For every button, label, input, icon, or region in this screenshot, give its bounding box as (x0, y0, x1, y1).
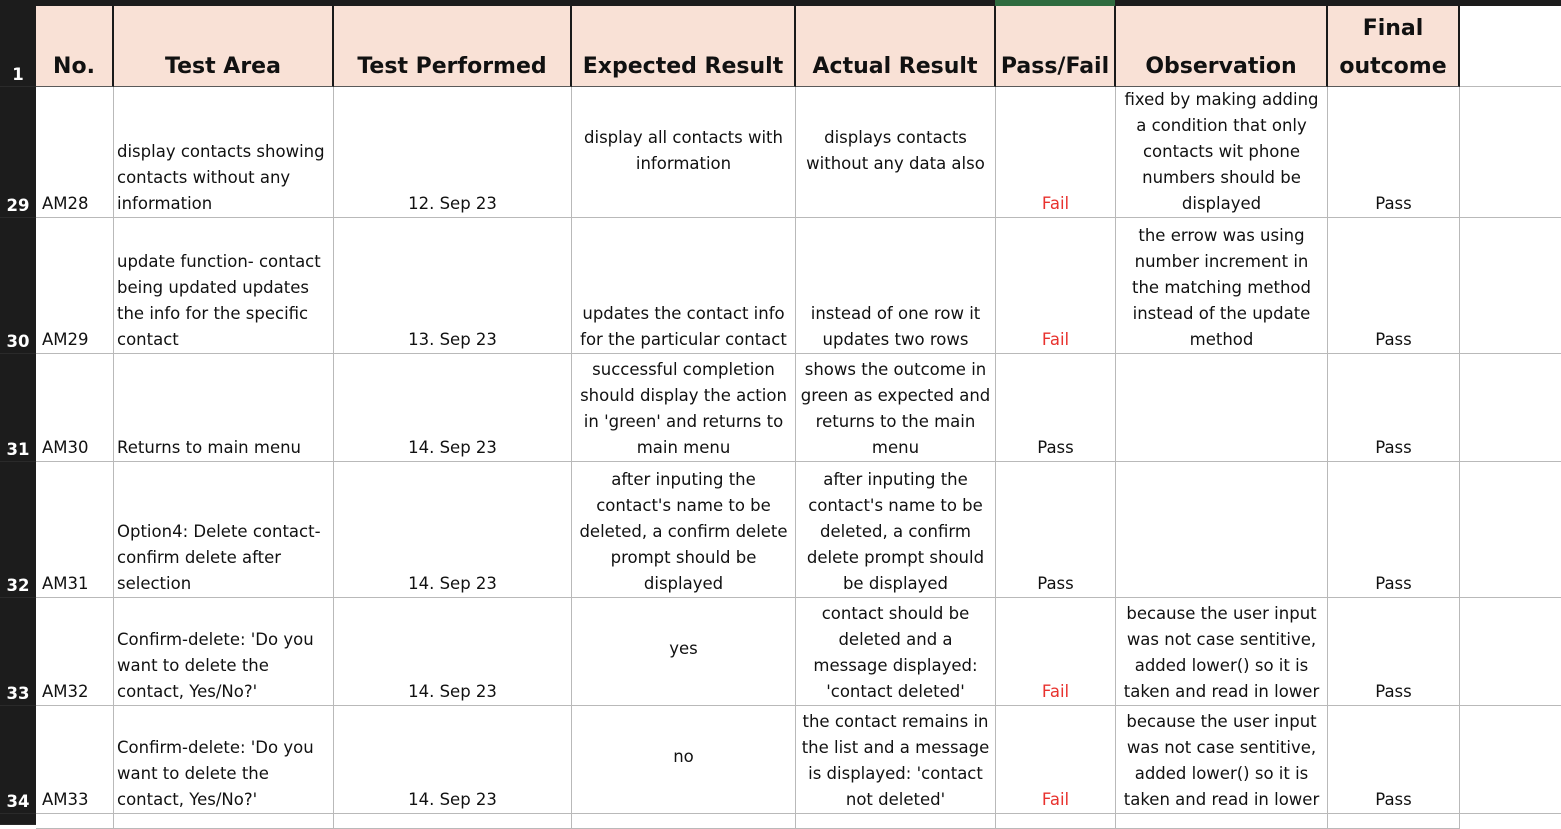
row-header-1[interactable] (0, 6, 36, 87)
row-number: 29 (6, 196, 30, 215)
cell-observation[interactable] (1116, 218, 1328, 354)
cell-test-area[interactable] (114, 598, 334, 706)
empty-cell[interactable] (1116, 814, 1328, 829)
row-number: 1 (12, 65, 24, 84)
cell-final-outcome-text: Pass (1375, 682, 1412, 701)
empty-cell[interactable] (1460, 218, 1561, 354)
cell-actual-result-text: shows the outcome in green as expected and returns to the main menu (800, 360, 991, 457)
header-pass-fail[interactable] (996, 6, 1116, 87)
cell-no[interactable] (36, 87, 114, 218)
empty-cell[interactable] (996, 814, 1116, 829)
cell-observation[interactable] (1116, 598, 1328, 706)
row-number: 32 (6, 576, 30, 595)
cell-expected-result-text: after inputing the contact's name to be deleted, a confirm delete prompt should be displayed (579, 470, 788, 593)
cell-pass-fail-text: Fail (1041, 330, 1070, 349)
cell-final-outcome-text: Pass (1375, 194, 1412, 213)
cell-test-performed-text: 14. Sep 23 (408, 790, 497, 809)
cell-final-outcome-text: Pass (1375, 330, 1412, 349)
cell-test-area-text: Confirm-delete: 'Do you want to delete the contact, Yes/No?' (117, 630, 314, 701)
cell-pass-fail[interactable] (996, 462, 1116, 598)
row-number: 34 (6, 792, 30, 811)
cell-actual-result[interactable] (796, 598, 996, 706)
cell-expected-result[interactable] (572, 87, 796, 218)
header-pass-fail-label: Pass/Fail (1000, 54, 1110, 79)
cell-no[interactable] (36, 354, 114, 462)
cell-no-text: AM29 (42, 330, 89, 349)
cell-no-text: AM32 (42, 682, 89, 701)
cell-test-area[interactable] (114, 87, 334, 218)
row-header-30[interactable] (0, 218, 36, 354)
empty-cell[interactable] (1460, 598, 1561, 706)
row-header-33[interactable] (0, 598, 36, 706)
cell-final-outcome[interactable] (1328, 598, 1460, 706)
cell-final-outcome[interactable] (1328, 462, 1460, 598)
header-no-label: No. (53, 54, 95, 79)
cell-no[interactable] (36, 598, 114, 706)
cell-no[interactable] (36, 218, 114, 354)
cell-expected-result[interactable] (572, 706, 796, 814)
cell-actual-result[interactable] (796, 87, 996, 218)
cell-test-performed-text: 13. Sep 23 (408, 330, 497, 349)
cell-pass-fail-text: Pass (1037, 438, 1074, 457)
header-final-outcome-label: Final outcome (1339, 16, 1447, 79)
empty-cell[interactable] (1460, 462, 1561, 598)
cell-test-performed-text: 14. Sep 23 (408, 682, 497, 701)
empty-cell[interactable] (1460, 706, 1561, 814)
empty-cell[interactable] (1460, 6, 1561, 87)
row-header-34[interactable] (0, 706, 36, 814)
cell-expected-result[interactable] (572, 354, 796, 462)
row-headers[interactable] (0, 6, 36, 825)
header-test-performed[interactable] (334, 6, 572, 87)
cell-expected-result-text: display all contacts with information (584, 128, 783, 173)
header-expected-result-label: Expected Result (582, 54, 784, 79)
cell-final-outcome[interactable] (1328, 87, 1460, 218)
header-test-performed-label: Test Performed (357, 54, 547, 79)
cell-observation-text: the errow was using number increment in the matching method instead of the update method (1132, 226, 1311, 349)
cell-observation[interactable] (1116, 706, 1328, 814)
cell-expected-result[interactable] (572, 218, 796, 354)
cell-test-performed-text: 14. Sep 23 (408, 574, 497, 593)
cell-observation[interactable] (1116, 354, 1328, 462)
cell-no-text: AM33 (42, 790, 89, 809)
row-number: 31 (6, 440, 30, 459)
cell-expected-result[interactable] (572, 598, 796, 706)
cell-pass-fail[interactable] (996, 354, 1116, 462)
cell-test-area[interactable] (114, 462, 334, 598)
cell-test-area[interactable] (114, 354, 334, 462)
cell-test-performed[interactable] (334, 598, 572, 706)
cell-observation-text: because the user input was not case sentitive, added lower() so it is taken and read in lower (1123, 712, 1320, 809)
cell-no-text: AM30 (42, 438, 89, 457)
cell-final-outcome-text: Pass (1375, 438, 1412, 457)
cell-final-outcome[interactable] (1328, 218, 1460, 354)
header-final-outcome[interactable] (1328, 6, 1460, 87)
empty-cell[interactable] (334, 814, 572, 829)
row-number: 30 (6, 332, 30, 351)
empty-cell[interactable] (1460, 87, 1561, 218)
empty-cell[interactable] (1460, 354, 1561, 462)
cell-pass-fail[interactable] (996, 706, 1116, 814)
cell-pass-fail[interactable] (996, 598, 1116, 706)
cell-final-outcome[interactable] (1328, 706, 1460, 814)
row-header-31[interactable] (0, 354, 36, 462)
cell-actual-result-text: after inputing the contact's name to be deleted, a confirm delete prompt should be displayed (806, 470, 985, 593)
cell-actual-result[interactable] (796, 218, 996, 354)
cell-test-performed[interactable] (334, 354, 572, 462)
row-number: 33 (6, 684, 30, 703)
row-header-29[interactable] (0, 87, 36, 218)
header-test-area-label: Test Area (165, 54, 281, 79)
cell-test-area-text: display contacts showing contacts without any information (117, 142, 325, 213)
row-header-32[interactable] (0, 462, 36, 598)
cell-actual-result[interactable] (796, 706, 996, 814)
header-test-area[interactable] (114, 6, 334, 87)
header-actual-result-label: Actual Result (812, 54, 978, 79)
cell-no-text: AM31 (42, 574, 89, 593)
cell-final-outcome-text: Pass (1375, 790, 1412, 809)
cell-final-outcome-text: Pass (1375, 574, 1412, 593)
header-expected-result[interactable] (572, 6, 796, 87)
cell-pass-fail[interactable] (996, 87, 1116, 218)
cell-observation-text: fixed by making adding a condition that only contacts wit phone numbers should be displayed (1124, 90, 1319, 213)
cell-pass-fail-text: Fail (1041, 682, 1070, 701)
cell-no[interactable] (36, 706, 114, 814)
cell-test-performed-text: 12. Sep 23 (408, 194, 497, 213)
cell-test-area-text: Option4: Delete contact- confirm delete after selection (117, 522, 321, 593)
cell-observation-text: because the user input was not case sentitive, added lower() so it is taken and read in lower (1123, 604, 1320, 701)
cell-pass-fail[interactable] (996, 218, 1116, 354)
empty-cell[interactable] (572, 814, 796, 829)
cell-pass-fail-text: Fail (1041, 194, 1070, 213)
cell-test-performed[interactable] (334, 218, 572, 354)
cell-actual-result-text: contact should be deleted and a message displayed: 'contact deleted' (813, 604, 978, 701)
cell-no-text: AM28 (42, 194, 89, 213)
empty-cell[interactable] (114, 814, 334, 829)
empty-cell[interactable] (36, 814, 114, 829)
cell-actual-result[interactable] (796, 354, 996, 462)
cell-expected-result-text: no (673, 747, 694, 766)
cell-expected-result-text: yes (669, 639, 698, 658)
cell-test-performed[interactable] (334, 706, 572, 814)
cell-expected-result[interactable] (572, 462, 796, 598)
cell-no[interactable] (36, 462, 114, 598)
cell-test-performed[interactable] (334, 87, 572, 218)
header-observation-label: Observation (1145, 54, 1297, 79)
cell-actual-result-text: the contact remains in the list and a message is displayed: 'contact not deleted' (801, 712, 990, 809)
cell-expected-result-text: successful completion should display the action in 'green' and returns to main menu (580, 360, 787, 457)
cell-final-outcome[interactable] (1328, 354, 1460, 462)
cell-pass-fail-text: Pass (1037, 574, 1074, 593)
cell-test-area[interactable] (114, 218, 334, 354)
empty-cell[interactable] (796, 814, 996, 829)
cell-test-performed-text: 14. Sep 23 (408, 438, 497, 457)
header-observation[interactable] (1116, 6, 1328, 87)
cell-actual-result[interactable] (796, 462, 996, 598)
cell-test-area-text: Confirm-delete: 'Do you want to delete the contact, Yes/No?' (117, 738, 314, 809)
empty-cell[interactable] (1328, 814, 1460, 829)
header-no[interactable] (36, 6, 114, 87)
cell-expected-result-text: updates the contact info for the particular contact (580, 304, 787, 349)
cell-actual-result-text: instead of one row it updates two rows (810, 304, 981, 349)
row-header-partial[interactable] (0, 814, 36, 825)
cell-test-performed[interactable] (334, 462, 572, 598)
cell-pass-fail-text: Fail (1041, 790, 1070, 809)
cell-test-area-text: Returns to main menu (117, 438, 302, 457)
cell-observation[interactable] (1116, 462, 1328, 598)
cell-observation[interactable] (1116, 87, 1328, 218)
cell-test-area-text: update function- contact being updated updates the info for the specific contact (117, 252, 321, 349)
cell-actual-result-text: displays contacts without any data also (806, 128, 985, 173)
cell-test-area[interactable] (114, 706, 334, 814)
header-actual-result[interactable] (796, 6, 996, 87)
